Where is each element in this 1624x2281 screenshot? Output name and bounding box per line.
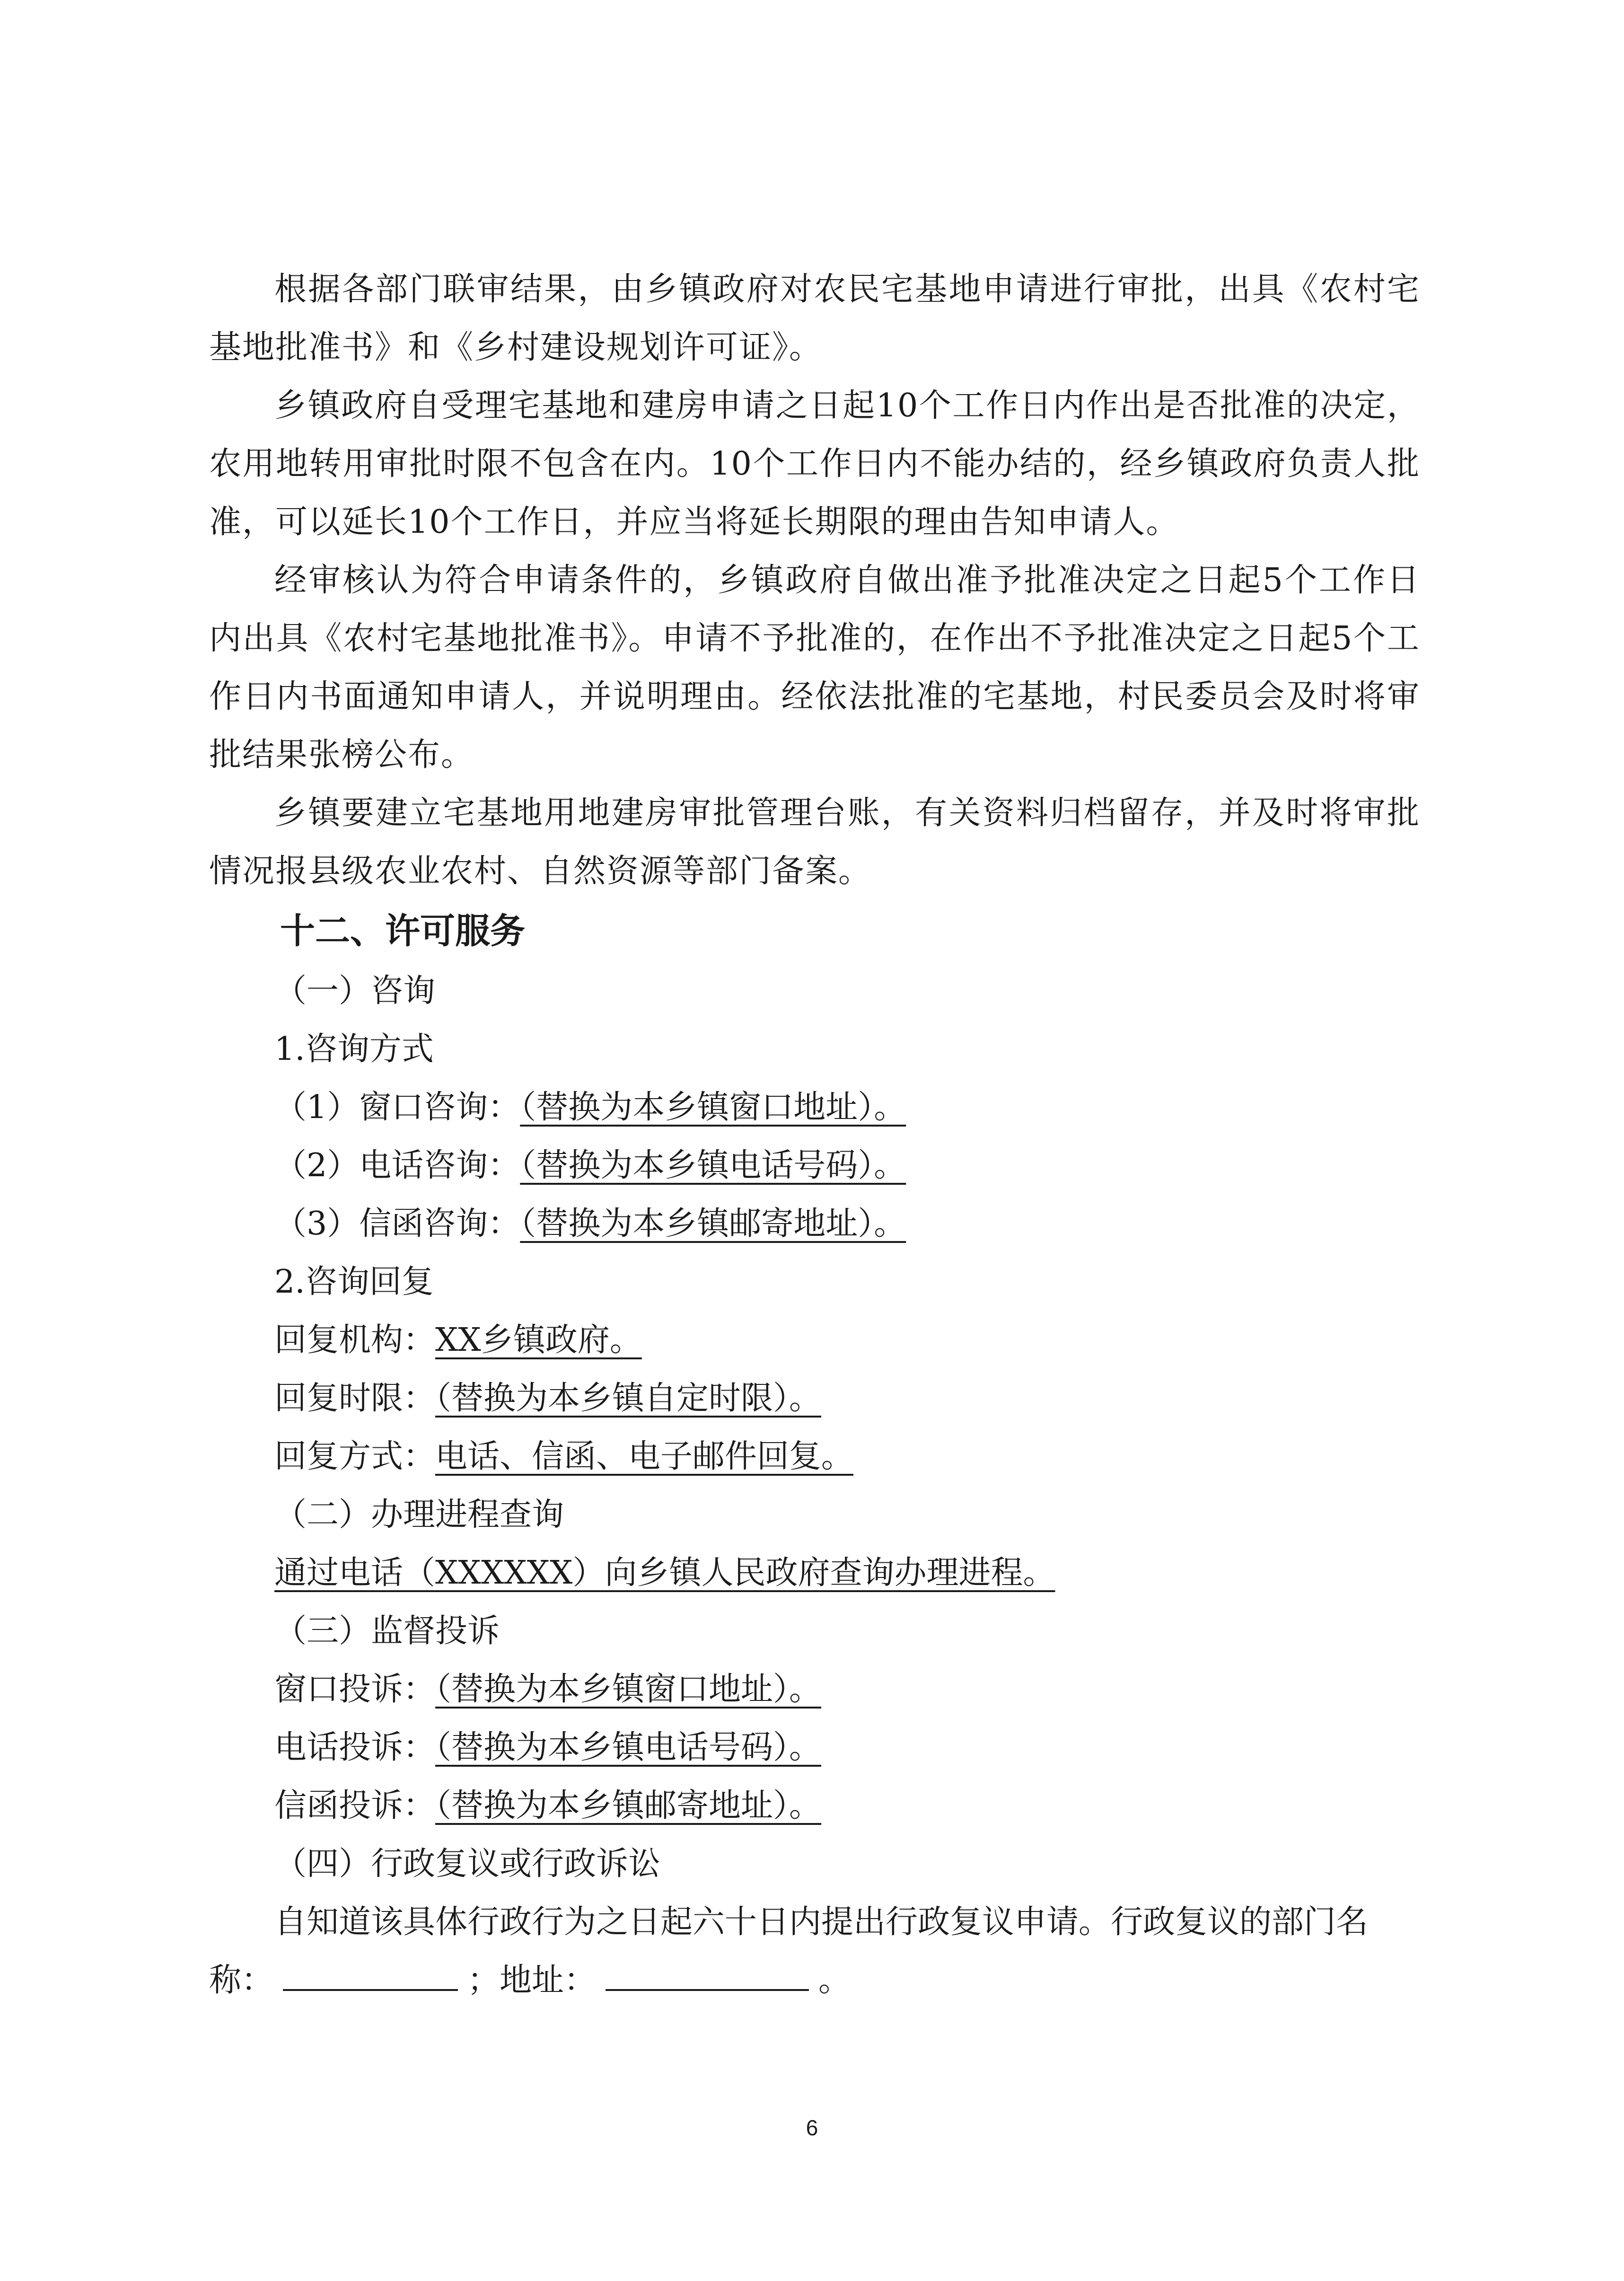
section-heading: 十二、许可服务 xyxy=(280,911,525,951)
review-text: 自知道该具体行政行为之日起六十日内提出行政复议申请。行政复议的部门名 xyxy=(274,1903,1369,1941)
page-content xyxy=(209,260,1420,2009)
consult-mail-label: （3）信函咨询： xyxy=(274,1205,520,1242)
review-department-line xyxy=(209,1951,1420,2009)
paragraph-approval-certificate: 经审核认为符合申请条件的，乡镇政府自做出准予批准决定之日起5个工作日内出具《农村宅基地批准书》。申请不予批准的，在作出不予批准决定之日起5个工作日内书面通知申请人，并说明理由。经依法批准的宅基地，村民委员会及时将审批结果张榜公布。 xyxy=(209,562,1420,774)
consult-window-value: （替换为本乡镇窗口地址）。 xyxy=(520,1089,906,1126)
consult-method-title: 1.咨询方式 xyxy=(274,1030,434,1068)
complaint-window-label: 窗口投诉： xyxy=(274,1671,436,1708)
reply-time-label: 回复时限： xyxy=(274,1380,436,1417)
paragraph-ledger: 乡镇要建立宅基地用地建房审批管理台账，有关资料归档留存，并及时将审批情况报县级农业农村、自然资源等部门备案。 xyxy=(209,794,1420,890)
complaint-window-value: （替换为本乡镇窗口地址）。 xyxy=(435,1671,822,1708)
consult-reply-title: 2.咨询回复 xyxy=(274,1263,434,1301)
complaint-mail-label: 信函投诉： xyxy=(274,1787,436,1824)
review-title: （四）行政复议或行政诉讼 xyxy=(274,1845,661,1883)
reply-way-value: 电话、信函、电子邮件回复。 xyxy=(435,1438,854,1475)
consult-title: （一）咨询 xyxy=(274,972,436,1010)
page-number: 6 xyxy=(806,2115,818,2140)
complaint-phone-label: 电话投诉： xyxy=(274,1729,436,1766)
consult-phone-label: （2）电话咨询： xyxy=(274,1147,520,1184)
consult-mail-line xyxy=(209,1195,1420,1253)
consult-mail-value: （替换为本乡镇邮寄地址）。 xyxy=(520,1205,906,1242)
progress-text: 通过电话（XXXXXX）向乡镇人民政府查询办理进程。 xyxy=(274,1554,1055,1592)
reply-way-label: 回复方式： xyxy=(274,1438,436,1475)
consult-phone-value: （替换为本乡镇电话号码）。 xyxy=(520,1147,906,1184)
department-address-blank xyxy=(606,1963,809,1991)
consult-phone-line xyxy=(209,1136,1420,1195)
complaint-phone-value: （替换为本乡镇电话号码）。 xyxy=(435,1729,822,1766)
reply-time-line xyxy=(209,1369,1420,1427)
complaint-window-line xyxy=(209,1660,1420,1718)
consult-window-line xyxy=(209,1078,1420,1136)
reply-org-value: XX乡镇政府。 xyxy=(435,1321,642,1359)
paragraph-time-limit: 乡镇政府自受理宅基地和建房申请之日起10个工作日内作出是否批准的决定，农用地转用审批时限不包含在内。10个工作日内不能办结的，经乡镇政府负责人批准，可以延长10个工作日，并应当将延长期限的理由告知申请人。 xyxy=(209,387,1420,541)
paragraph-approval-result: 根据各部门联审结果，由乡镇政府对农民宅基地申请进行审批，出具《农村宅基地批准书》和《乡村建设规划许可证》。 xyxy=(209,271,1420,366)
reply-org-label: 回复机构： xyxy=(274,1321,436,1359)
complaint-phone-line xyxy=(209,1718,1420,1777)
review-address-label: ；地址： xyxy=(467,1962,597,1999)
department-name-blank xyxy=(283,1963,458,1991)
reply-time-value: （替换为本乡镇自定时限）。 xyxy=(435,1380,822,1417)
progress-line xyxy=(209,1544,1420,1602)
complaint-mail-value: （替换为本乡镇邮寄地址）。 xyxy=(435,1787,822,1824)
consult-window-label: （1）窗口咨询： xyxy=(274,1089,520,1126)
complaint-title: （三）监督投诉 xyxy=(274,1612,500,1650)
reply-org-line xyxy=(209,1311,1420,1369)
reply-way-line xyxy=(209,1427,1420,1486)
complaint-mail-line xyxy=(209,1777,1420,1835)
review-name-label: 称： xyxy=(209,1962,274,1999)
review-end: 。 xyxy=(818,1962,851,1999)
progress-title: （二）办理进程查询 xyxy=(274,1496,564,1533)
